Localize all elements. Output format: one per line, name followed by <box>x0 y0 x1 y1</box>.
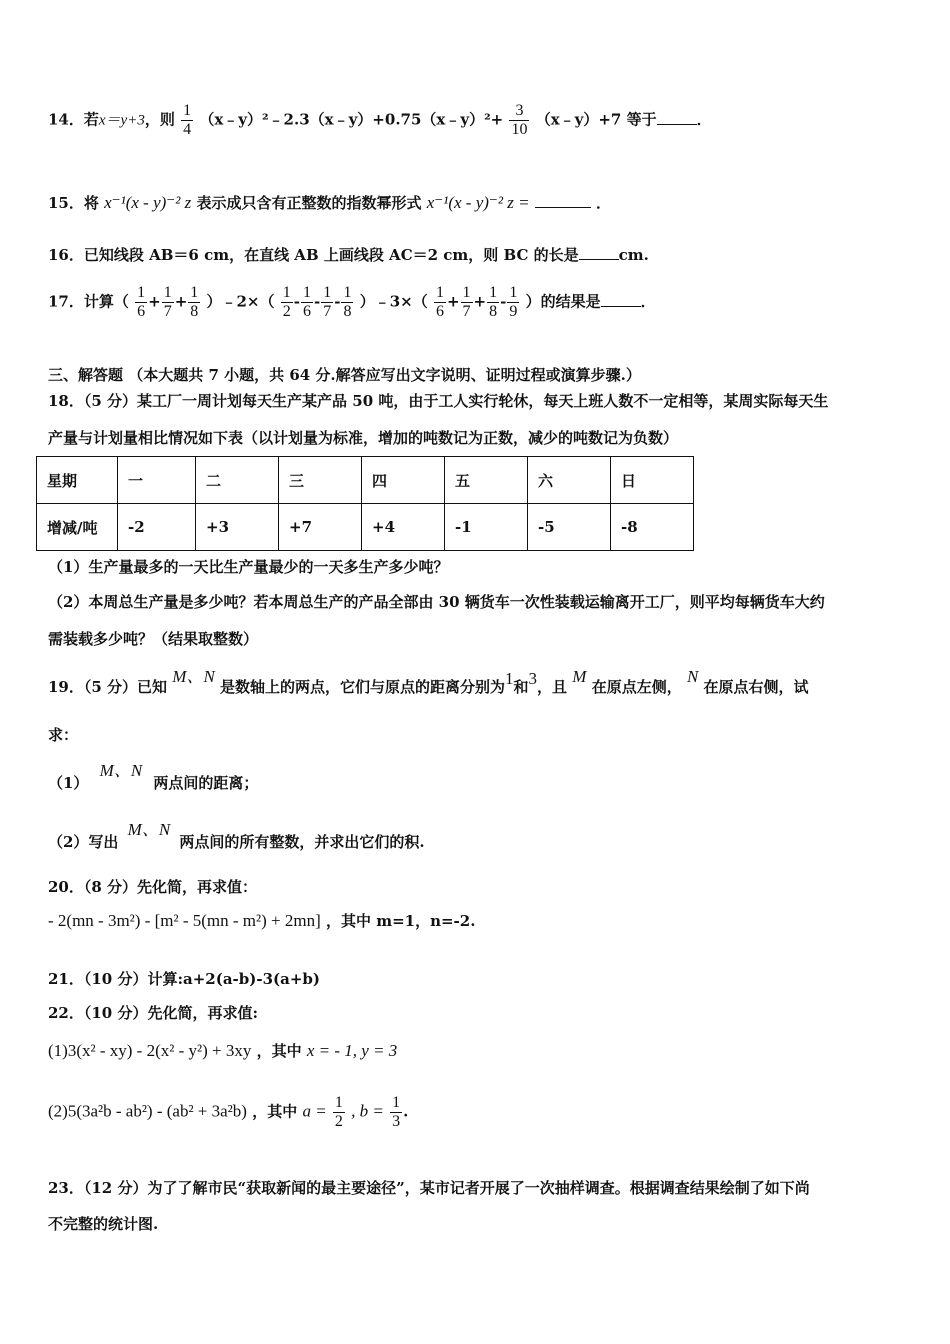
fraction: $\frac{1}{3}$ <box>392 1094 401 1130</box>
question-23-line2: 不完整的统计图. <box>48 1215 159 1233</box>
table-cell: 四 <box>362 457 445 504</box>
table-cell: -1 <box>445 504 528 551</box>
answer-blank <box>535 193 591 208</box>
question-18-sub1: （1）生产量最多的一天比生产量最少的一天多生产多少吨？ <box>48 558 449 576</box>
question-18-line1: 18．（5 分）某工厂一周计划每天生产某产品 50 吨，由于工人实行轮休，每天上班人数不一定相等，某周实际每天生 <box>48 392 829 410</box>
table-cell: 星期 <box>37 457 118 504</box>
fraction: $\frac{1}{8}$ <box>343 284 352 320</box>
table-cell: 日 <box>611 457 694 504</box>
production-table <box>36 456 694 551</box>
question-14: 14．若x＝y+3，则 $\frac{1}{4}$ （x﹣y）²﹣2.3（x﹣y）+0.75（x﹣y）²+ $\frac{3}{10}$ （x﹣y）+7 等于 ． <box>48 102 712 138</box>
question-19-sub1: （1） M、N 两点间的距离； <box>48 761 259 792</box>
table-cell: 二 <box>196 457 279 504</box>
fraction: $\frac{1}{7}$ <box>323 284 332 320</box>
table-cell: -2 <box>118 504 196 551</box>
question-18-line2: 产量与计划量相比情况如下表（以计划量为标准，增加的吨数记为正数，减少的吨数记为负数） <box>48 429 679 447</box>
expression: x⁻¹(x - y)⁻² z = <box>426 193 530 212</box>
question-17: 17．计算（ $\frac{1}{6}$ + $\frac{1}{7}$ + $\frac{1}{8}$ ）﹣2×（ $\frac{1}{2}$ - $\frac{1}{6}$ - $\frac{1}{7}$ - $\frac{1}{8}$ ）﹣3×（ $\frac{1}{6}$ + $\frac{1}{7}$ + $\frac{1}{8}$ - $\frac{1}{9}$ ）的结果是 ． <box>48 284 656 320</box>
fraction: $\frac{1}{7}$ <box>462 284 471 320</box>
table-cell: +3 <box>196 504 279 551</box>
section-heading: 三、解答题 （本大题共 7 小题，共 64 分.解答应写出文字说明、证明过程或演算步骤.） <box>48 366 641 384</box>
question-15: 15．将 x⁻¹(x - y)⁻² z 表示成只含有正整数的指数幂形式 x⁻¹(x - y)⁻² z = ． <box>48 193 612 212</box>
table-header-row <box>37 457 694 504</box>
fraction-3-10: $\frac{3}{10}$ <box>511 102 528 138</box>
question-20-expression: - 2(mn - 3m²) - [m² - 5(mn - m²) + 2mn] ，其中 m=1，n=-2. <box>48 911 476 930</box>
fraction-1-4: $\frac{1}{4}$ <box>183 102 192 138</box>
answer-blank <box>657 110 697 125</box>
fraction: $\frac{1}{2}$ <box>334 1094 343 1130</box>
fraction: $\frac{1}{8}$ <box>190 284 199 320</box>
fraction: $\frac{1}{2}$ <box>282 284 291 320</box>
question-22-part1: (1)3(x² - xy) - 2(x² - y²) + 3xy ，其中 x = - 1, y = 3 <box>48 1041 398 1060</box>
answer-blank <box>601 292 641 307</box>
fraction: $\frac{1}{7}$ <box>163 284 172 320</box>
question-21: 21．（10 分）计算:a+2(a-b)-3(a+b) <box>48 970 320 988</box>
fraction: $\frac{1}{6}$ <box>137 284 146 320</box>
question-19-sub2: （2）写出 M、N 两点间的所有整数，并求出它们的积. <box>48 820 425 851</box>
table-row <box>37 504 694 551</box>
fraction: $\frac{1}{8}$ <box>489 284 498 320</box>
fraction: $\frac{1}{6}$ <box>302 284 311 320</box>
table-cell: -5 <box>528 504 611 551</box>
fraction: $\frac{1}{6}$ <box>435 284 444 320</box>
table-cell: +7 <box>279 504 362 551</box>
question-16: 16．已知线段 AB＝6 cm，在直线 AB 上画线段 AC＝2 cm，则 BC 的长是 cm. <box>48 246 649 264</box>
question-18-sub2b: 需装载多少吨？（结果取整数） <box>48 630 259 648</box>
table-cell: 一 <box>118 457 196 504</box>
question-19-ask: 求： <box>48 726 79 744</box>
table-cell: 五 <box>445 457 528 504</box>
question-23-line1: 23．（12 分）为了了解市民“获取新闻的最主要途径”，某市记者开展了一次抽样调查。根据调查结果绘制了如下尚 <box>48 1179 810 1197</box>
table-cell: 三 <box>279 457 362 504</box>
table-cell: +4 <box>362 504 445 551</box>
expression: x⁻¹(x - y)⁻² z <box>104 193 192 212</box>
table-cell: 六 <box>528 457 611 504</box>
question-20-title: 20．（8 分）先化简，再求值： <box>48 878 258 896</box>
question-18-sub2a: （2）本周总生产量是多少吨？若本周总生产的产品全部由 30 辆货车一次性装载运输离开工厂，则平均每辆货车大约 <box>48 593 825 611</box>
table-cell: -8 <box>611 504 694 551</box>
question-22-part2: (2)5(3a²b - ab²) - (ab² + 3a²b) ，其中 a = $\frac{1}{2}$ , b = $\frac{1}{3}$ . <box>48 1094 409 1130</box>
question-22-title: 22．（10 分）先化简，再求值: <box>48 1004 259 1022</box>
question-19: 19．（5 分）已知 M、N 是数轴上的两点，它们与原点的距离分别为1和3，且 M 在原点左侧， N 在原点右侧，试 <box>48 667 809 696</box>
table-cell: 增减/吨 <box>37 504 118 551</box>
answer-blank <box>579 245 619 260</box>
fraction: $\frac{1}{9}$ <box>509 284 518 320</box>
